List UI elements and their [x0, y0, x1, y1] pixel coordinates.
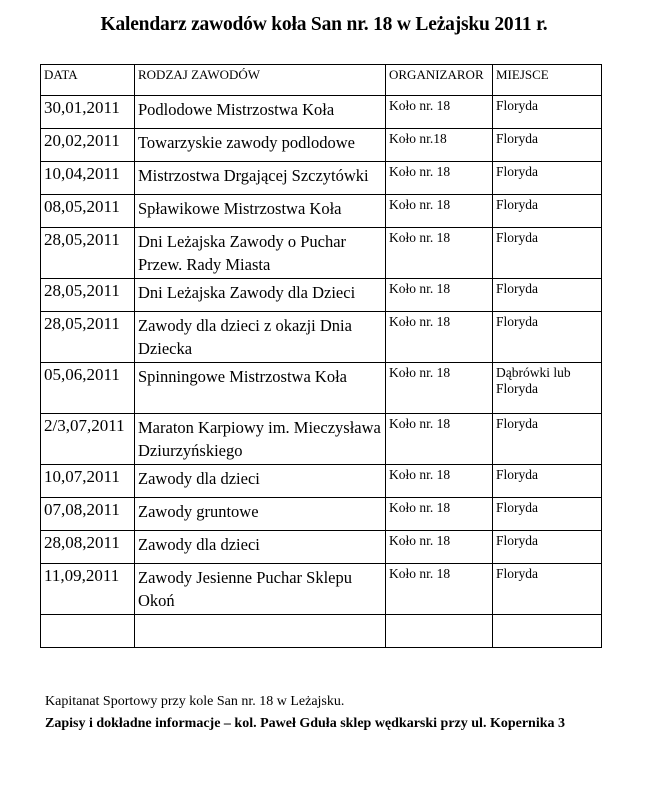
empty-cell	[41, 615, 135, 648]
cell-place: Floryda	[493, 531, 602, 564]
table-row	[41, 279, 602, 312]
cell-date: 28,08,2011	[41, 531, 135, 564]
cell-place: Dąbrówki lub Floryda	[493, 363, 602, 414]
cell-place: Floryda	[493, 414, 602, 465]
cell-organizer: Koło nr. 18	[386, 195, 493, 228]
column-header-place: MIEJSCE	[493, 65, 602, 96]
cell-place: Floryda	[493, 162, 602, 195]
cell-organizer: Koło nr. 18	[386, 465, 493, 498]
cell-competition-name: Zawody dla dzieci	[135, 531, 386, 564]
empty-cell	[135, 615, 386, 648]
cell-date: 2/3,07,2011	[41, 414, 135, 465]
cell-place: Floryda	[493, 96, 602, 129]
competition-calendar-table	[40, 64, 602, 648]
cell-date: 07,08,2011	[41, 498, 135, 531]
cell-place: Floryda	[493, 129, 602, 162]
table-row	[41, 162, 602, 195]
cell-organizer: Koło nr. 18	[386, 162, 493, 195]
table-row	[41, 564, 602, 615]
table-row	[41, 414, 602, 465]
cell-competition-name: Towarzyskie zawody podlodowe	[135, 129, 386, 162]
footer-contact-info: Zapisy i dokładne informacje – kol. Paweł Gduła sklep wędkarski przy ul. Kopernika 3	[45, 716, 566, 731]
cell-competition-name: Dni Leżajska Zawody o Puchar Przew. Rady Miasta	[135, 228, 386, 279]
cell-place: Floryda	[493, 228, 602, 279]
table-row	[41, 129, 602, 162]
cell-date: 10,04,2011	[41, 162, 135, 195]
cell-competition-name: Zawody dla dzieci z okazji Dnia Dziecka	[135, 312, 386, 363]
cell-organizer: Koło nr. 18	[386, 498, 493, 531]
cell-place: Floryda	[493, 564, 602, 615]
cell-organizer: Koło nr. 18	[386, 564, 493, 615]
cell-competition-name: Zawody gruntowe	[135, 498, 386, 531]
cell-organizer: Koło nr. 18	[386, 531, 493, 564]
cell-organizer: Koło nr. 18	[386, 228, 493, 279]
cell-competition-name: Zawody Jesienne Puchar Sklepu Okoń	[135, 564, 386, 615]
column-header-organizer: ORGANIZAROR	[386, 65, 493, 96]
table-row	[41, 498, 602, 531]
table-row	[41, 363, 602, 414]
cell-competition-name: Maraton Karpiowy im. Mieczysława Dziurzyńskiego	[135, 414, 386, 465]
cell-date: 28,05,2011	[41, 279, 135, 312]
cell-date: 10,07,2011	[41, 465, 135, 498]
cell-place: Floryda	[493, 195, 602, 228]
page-title: Kalendarz zawodów koła San nr. 18 w Leżajsku 2011 r.	[100, 14, 548, 35]
cell-date: 28,05,2011	[41, 228, 135, 279]
column-header-date: DATA	[41, 65, 135, 96]
cell-organizer: Koło nr. 18	[386, 414, 493, 465]
cell-organizer: Koło nr. 18	[386, 363, 493, 414]
column-header-name: RODZAJ ZAWODÓW	[135, 65, 386, 96]
cell-date: 20,02,2011	[41, 129, 135, 162]
cell-date: 05,06,2011	[41, 363, 135, 414]
table-row	[41, 195, 602, 228]
cell-organizer: Koło nr. 18	[386, 279, 493, 312]
cell-place: Floryda	[493, 279, 602, 312]
cell-competition-name: Zawody dla dzieci	[135, 465, 386, 498]
cell-competition-name: Podlodowe Mistrzostwa Koła	[135, 96, 386, 129]
cell-competition-name: Spinningowe Mistrzostwa Koła	[135, 363, 386, 414]
cell-competition-name: Spławikowe Mistrzostwa Koła	[135, 195, 386, 228]
cell-place: Floryda	[493, 465, 602, 498]
table-header-row	[41, 65, 602, 96]
cell-date: 30,01,2011	[41, 96, 135, 129]
cell-date: 11,09,2011	[41, 564, 135, 615]
table-row-empty	[41, 615, 602, 648]
cell-organizer: Koło nr.18	[386, 129, 493, 162]
cell-competition-name: Dni Leżajska Zawody dla Dzieci	[135, 279, 386, 312]
cell-organizer: Koło nr. 18	[386, 312, 493, 363]
table-row	[41, 312, 602, 363]
table-row	[41, 96, 602, 129]
cell-place: Floryda	[493, 498, 602, 531]
table-row	[41, 465, 602, 498]
cell-date: 08,05,2011	[41, 195, 135, 228]
table-body	[41, 96, 602, 648]
cell-date: 28,05,2011	[41, 312, 135, 363]
cell-organizer: Koło nr. 18	[386, 96, 493, 129]
empty-cell	[493, 615, 602, 648]
table-row	[41, 228, 602, 279]
empty-cell	[386, 615, 493, 648]
cell-competition-name: Mistrzostwa Drgającej Szczytówki	[135, 162, 386, 195]
footer-organizer-note: Kapitanat Sportowy przy kole San nr. 18 w Leżajsku.	[45, 694, 345, 709]
cell-place: Floryda	[493, 312, 602, 363]
table-row	[41, 531, 602, 564]
